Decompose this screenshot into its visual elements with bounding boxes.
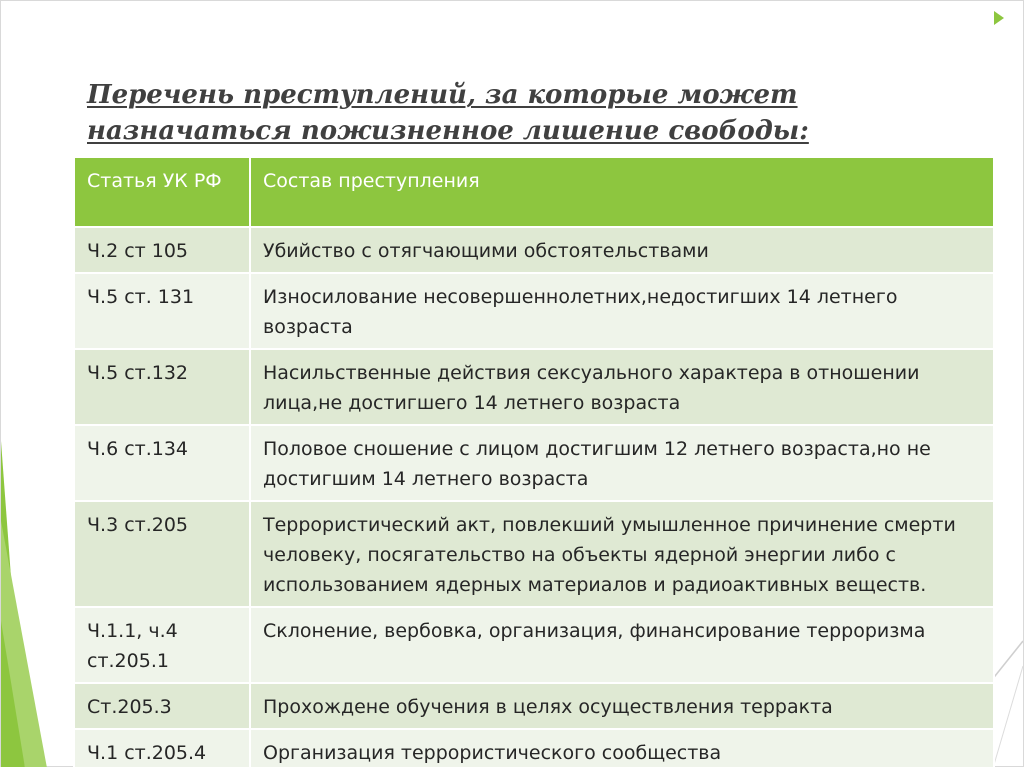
cell-article: Ч.2 ст 105 — [74, 227, 250, 273]
crimes-table — [73, 156, 995, 767]
header-article: Статья УК РФ — [74, 157, 250, 227]
table-row — [74, 729, 994, 767]
slide-title: Перечень преступлений, за которые может назначаться пожизненное лишение свободы: — [87, 80, 809, 146]
table-row — [74, 227, 994, 273]
cell-description: Половое сношение с лицом достигшим 12 летнего возраста,но не достигшим 14 летнего возраста — [250, 425, 994, 501]
table-row — [74, 607, 994, 683]
header-description: Состав преступления — [250, 157, 994, 227]
cell-article: Ст.205.3 — [74, 683, 250, 729]
cell-article: Ч.3 ст.205 — [74, 501, 250, 607]
table-row — [74, 349, 994, 425]
cell-description: Насильственные действия сексуального характера в отношении лица,не достигшего 14 летнего возраста — [250, 349, 994, 425]
left-accent-decoration — [1, 1, 61, 767]
table-row — [74, 683, 994, 729]
cell-description: Износилование несовершеннолетних,недостигших 14 летнего возраста — [250, 273, 994, 349]
cell-article: Ч.5 ст.132 — [74, 349, 250, 425]
table-header-row — [74, 157, 994, 227]
cell-article: Ч.5 ст. 131 — [74, 273, 250, 349]
cell-article: Ч.1 ст.205.4 — [74, 729, 250, 767]
cell-description: Убийство с отягчающими обстоятельствами — [250, 227, 994, 273]
cell-description: Склонение, вербовка, организация, финансирование терроризма — [250, 607, 994, 683]
cell-article: Ч.6 ст.134 — [74, 425, 250, 501]
table-row — [74, 425, 994, 501]
cell-description: Организация террористического сообщества — [250, 729, 994, 767]
cell-description: Прохождене обучения в целях осуществления терракта — [250, 683, 994, 729]
cell-article: Ч.1.1, ч.4 ст.205.1 — [74, 607, 250, 683]
table-row — [74, 501, 994, 607]
cell-description: Террористический акт, повлекший умышленное причинение смерти человеку, посягательство на объекты ядерной энергии либо с использованием ядерных материалов и радиоактивных веществ. — [250, 501, 994, 607]
corner-marker-icon — [994, 11, 1004, 25]
table-row — [74, 273, 994, 349]
